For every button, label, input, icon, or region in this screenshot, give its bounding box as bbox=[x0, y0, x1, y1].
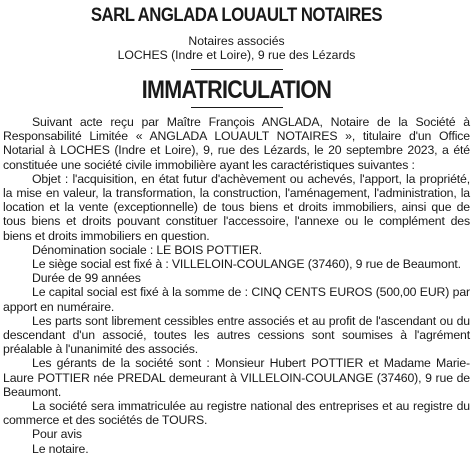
section-title: IMMATRICULATION bbox=[141, 76, 332, 104]
paragraph-name: Dénomination sociale : LE BOIS POTTIER. bbox=[32, 242, 262, 257]
header-divider bbox=[191, 69, 283, 70]
paragraph-headquarters: Le siège social est fixé à : VILLELOIN-COULANGE (37460), 9 rue de Beaumont. bbox=[32, 257, 461, 272]
paragraph-shares: Les parts sont librement cessibles entre associés et au profit de l'ascendant ou du descendant d'un associé, toutes les autres cessions sont soumises à l'agrément préalable à l'unanimité des associés. bbox=[3, 313, 470, 357]
firm-name: SARL ANGLADA LOUAULT NOTAIRES bbox=[90, 4, 383, 26]
paragraph-registration: La société sera immatriculée au registre national des entreprises et au registre du commerce et des sociétés de TOURS. bbox=[3, 399, 470, 428]
paragraph-duration: Durée de 99 années bbox=[32, 271, 141, 286]
notice-body bbox=[3, 115, 470, 456]
paragraph-object: Objet : l'acquisition, en état futur d'achèvement ou achevés, l'apport, la propriété, la mise en valeur, la transformation, la construction, l'aménagement, l'administration, la location et la vente (exceptionnelle) de tous biens et droits immobiliers, ainsi que de tous biens et droits pouvant constituer l'accessoire, l'annexe ou le complément des biens et droits immobiliers en question. bbox=[3, 171, 470, 243]
section-divider bbox=[191, 107, 283, 108]
paragraph-capital: Le capital social est fixé à la somme de : CINQ CENTS EUROS (500,00 EUR) par apport en numéraire. bbox=[3, 285, 470, 314]
paragraph-managers: Les gérants de la société sont : Monsieur Hubert POTTIER et Madame Marie-Laure POTTIER née PREDAL demeurant à VILLELOIN-COULANGE (37460), 9 rue de Beaumont. bbox=[3, 356, 470, 399]
firm-address: LOCHES (Indre et Loire), 9 rue des Lézards bbox=[117, 48, 356, 62]
paragraph-deed: Suivant acte reçu par Maître François ANGLADA, Notaire de la Société à Responsabilité Limitée « ANGLADA LOUAULT NOTAIRES », titulaire d'un Office Notarial à LOCHES (Indre et Loire), 9, rue des Lézards, le 20 septembre 2023, a été constituée une société civile immobilière ayant les caractéristiques suivantes : bbox=[3, 115, 470, 172]
paragraph-closing: Pour avis bbox=[32, 427, 82, 442]
firm-subtitle: Notaires associés bbox=[188, 34, 285, 48]
paragraph-signature: Le notaire. bbox=[32, 441, 89, 456]
